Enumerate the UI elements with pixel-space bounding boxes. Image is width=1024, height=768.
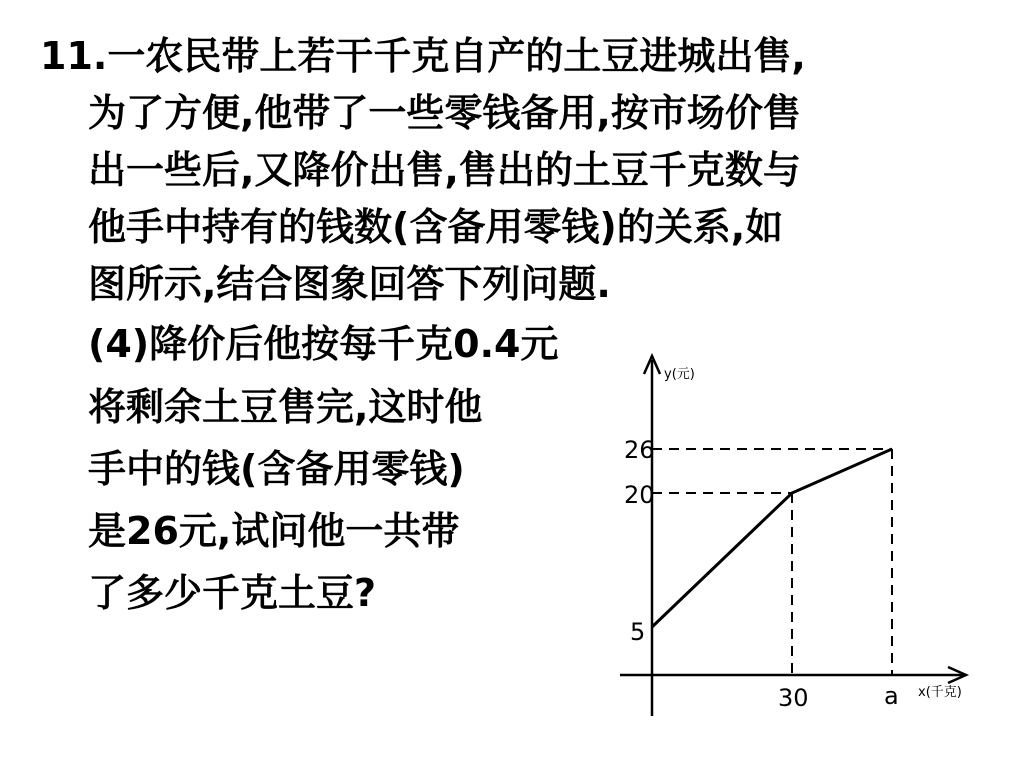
function-graph	[600, 348, 980, 720]
question-line-1: (4)降价后他按每千克0.4元	[88, 322, 559, 366]
y-tick-26: 26	[624, 436, 655, 464]
x-axis-label: x(千克)	[918, 685, 962, 700]
problem-line-1	[40, 28, 970, 85]
problem-line-2: 为了方便,他带了一些零钱备用,按市场价售	[88, 91, 801, 135]
y-axis-label: y(元)	[664, 367, 695, 382]
problem-statement	[40, 28, 970, 313]
problem-text-1: 一农民带上若干千克自产的土豆进城出售,	[107, 34, 806, 78]
problem-line-4: 他手中持有的钱数(含备用零钱)的关系,如	[88, 205, 784, 249]
problem-line-5: 图所示,结合图象回答下列问题.	[88, 262, 611, 306]
question-line-2: 将剩余土豆售完,这时他	[88, 385, 483, 429]
problem-number: 11.	[40, 34, 108, 78]
x-tick-a: a	[884, 682, 899, 710]
y-tick-5: 5	[630, 618, 646, 646]
problem-line-3: 出一些后,又降价出售,售出的土豆千克数与	[88, 148, 801, 192]
x-tick-30: 30	[778, 684, 809, 712]
question-line-3: 手中的钱(含备用零钱)	[88, 447, 465, 491]
graph-line	[652, 449, 892, 627]
y-tick-20: 20	[624, 481, 655, 509]
sub-question	[88, 316, 628, 621]
question-line-4: 是26元,试问他一共带	[88, 509, 460, 553]
question-line-5: 了多少千克土豆?	[88, 571, 377, 615]
